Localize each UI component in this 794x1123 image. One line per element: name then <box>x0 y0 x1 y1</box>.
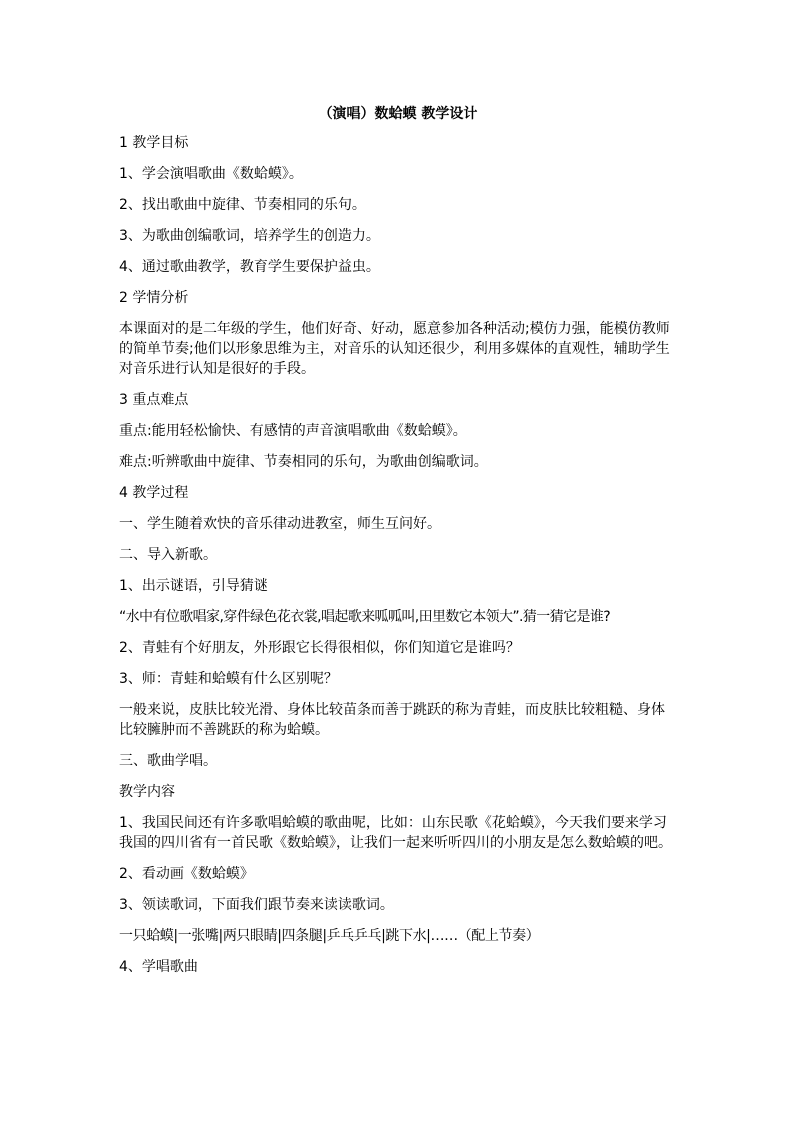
learn-song: 4、学唱歌曲 <box>119 959 198 975</box>
goal-item-1: 1、学会演唱歌曲《数蛤蟆》。 <box>119 166 303 182</box>
riddle-text: “水中有位歌唱家,穿件绿色花衣裳,唱起歌来呱呱叫,田里数它本领大”.猜一猜它是谁? <box>119 609 611 625</box>
teaching-content-label: 教学内容 <box>119 784 175 800</box>
difficulty-text: 难点:听辨歌曲中旋律、节奏相同的乐句，为歌曲创编歌词。 <box>119 454 488 470</box>
goal-item-3: 3、为歌曲创编歌词，培养学生的创造力。 <box>119 228 380 244</box>
document-body <box>119 104 677 988</box>
goal-item-4: 4、通过歌曲教学，教育学生要保护益虫。 <box>119 259 380 275</box>
read-lyrics: 3、领读歌词，下面我们跟节奏来读读歌词。 <box>119 897 394 913</box>
document-title: （演唱）数蛤蟆 教学设计 <box>318 106 478 122</box>
lyrics-rhythm: 一只蛤蟆|一张嘴|两只眼睛|四条腿|乒乓乒乓|跳下水|……（配上节奏） <box>119 928 540 944</box>
goal-item-2: 2、找出歌曲中旋律、节奏相同的乐句。 <box>119 197 366 213</box>
heading-key-difficulties: 3 重点难点 <box>119 392 189 408</box>
process-step-2: 二、导入新歌。 <box>119 547 217 563</box>
difference-explanation: 一般来说，皮肤比较光滑、身体比较苗条而善于跳跃的称为青蛙，而皮肤比较粗糙、身体比较臃肿而不善跳跃的称为蛤蟆。 <box>119 702 665 738</box>
process-step-1: 一、学生随着欢快的音乐律动进教室，师生互问好。 <box>119 516 441 532</box>
riddle-intro: 1、出示谜语，引导猜谜 <box>119 578 268 594</box>
process-step-3: 三、歌曲学唱。 <box>119 753 217 769</box>
heading-student-analysis: 2 学情分析 <box>119 290 189 306</box>
key-point-text: 重点:能用轻松愉快、有感情的声音演唱歌曲《数蛤蟆》。 <box>119 423 467 439</box>
question-frog-friend: 2、青蛙有个好朋友，外形跟它长得很相似，你们知道它是谁吗？ <box>119 640 520 656</box>
question-difference: 3、师：青蛙和蛤蟆有什么区别呢？ <box>119 671 338 687</box>
heading-teaching-goals: 1 教学目标 <box>119 135 189 151</box>
heading-teaching-process: 4 教学过程 <box>119 485 189 501</box>
watch-animation: 2、看动画《数蛤蟆》 <box>119 866 254 882</box>
folk-song-intro: 1、我国民间还有许多歌唱蛤蟆的歌曲呢，比如：山东民歌《花蛤蟆》，今天我们要来学习我国的四川省有一首民歌《数蛤蟆》，让我们一起来听听四川的小朋友是怎么数蛤蟆的吧。 <box>119 815 672 851</box>
student-analysis-text: 本课面对的是二年级的学生，他们好奇、好动，愿意参加各种活动;模仿力强，能模仿教师的简单节奏;他们以形象思维为主，对音乐的认知还很少，利用多媒体的直观性，辅助学生对音乐进行认知是很好的手段。 <box>119 321 670 377</box>
